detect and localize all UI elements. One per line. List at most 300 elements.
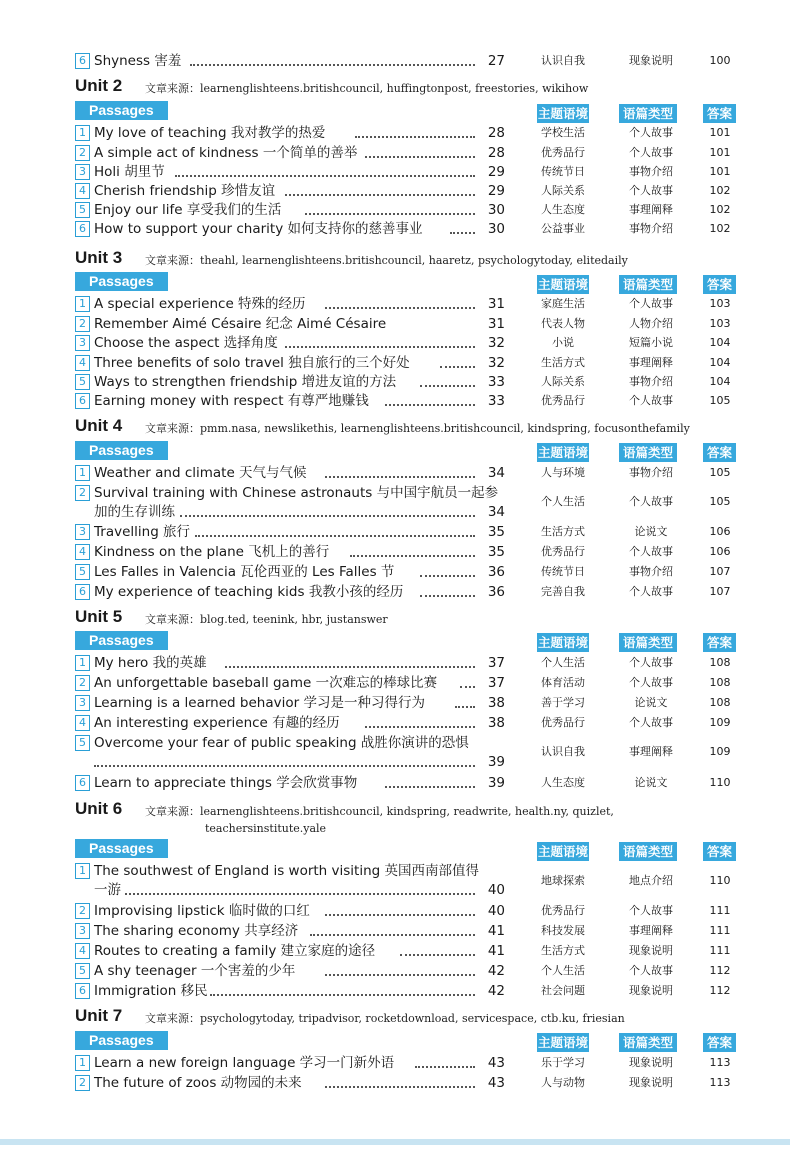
unit-source: 文章来源：pmm.nasa, newslikethis, learnenglishteens.britishcouncil, kindspring, focusonthefamily	[145, 422, 690, 435]
item-number: 3	[75, 923, 90, 939]
genre-cell: 个人故事	[629, 146, 673, 159]
genre-cell: 个人故事	[629, 394, 673, 407]
passage-title: My experience of teaching kids 我教小孩的经历	[94, 584, 404, 600]
theme-cell: 人生态度	[541, 203, 585, 216]
theme-cell: 人生态度	[541, 776, 585, 789]
table-row	[75, 713, 765, 733]
theme-cell: 社会问题	[541, 984, 585, 997]
answer-cell: 109	[709, 716, 731, 729]
table-row	[75, 333, 765, 353]
genre-cell: 短篇小说	[629, 336, 673, 349]
genre-header: 语篇类型	[619, 275, 677, 294]
unit-title: Unit 7	[75, 1006, 123, 1025]
theme-cell: 生活方式	[541, 356, 585, 369]
unit-heading	[75, 76, 765, 98]
page-number: 34	[487, 465, 505, 481]
genre-cell: 个人故事	[629, 545, 673, 558]
dot-leader	[420, 575, 475, 577]
theme-cell: 个人生活	[541, 656, 585, 669]
passage-title: Immigration 移民	[94, 983, 208, 999]
passage-title: A simple act of kindness 一个简单的善举	[94, 145, 358, 161]
passage-title: Holi 胡里节	[94, 164, 165, 180]
answer-cell: 103	[709, 317, 731, 330]
theme-cell: 家庭生活	[541, 297, 585, 310]
dot-leader	[94, 765, 475, 767]
item-number: 1	[75, 1055, 90, 1071]
dot-leader	[400, 954, 475, 956]
page-number: 29	[487, 164, 505, 180]
answer-header: 答案	[703, 443, 736, 462]
page-number: 32	[487, 355, 505, 371]
page-number: 31	[487, 316, 505, 332]
answer-cell: 107	[709, 565, 731, 578]
answer-cell: 108	[709, 656, 731, 669]
genre-cell: 事理阐释	[629, 924, 673, 937]
page-number: 36	[487, 564, 505, 580]
page-number: 39	[487, 775, 505, 791]
passage-title: Ways to strengthen friendship 增进友谊的方法	[94, 374, 397, 390]
passage-title-continued: 一游	[94, 882, 121, 898]
genre-cell: 现象说明	[629, 54, 673, 67]
answer-cell: 102	[709, 203, 731, 216]
passage-title: Survival training with Chinese astronauts 与中国宇航员一起参	[94, 485, 499, 501]
theme-cell: 优秀品行	[541, 146, 585, 159]
page-number: 28	[487, 145, 505, 161]
genre-header: 语篇类型	[619, 842, 677, 861]
dot-leader	[285, 346, 475, 348]
theme-cell: 生活方式	[541, 525, 585, 538]
dot-leader	[440, 366, 475, 368]
item-number: 2	[75, 1075, 90, 1091]
unit-source: 文章来源：psychologytoday, tripadvisor, rocketdownload, servicespace, ctb.ku, friesian	[145, 1012, 625, 1025]
table-row	[75, 921, 765, 941]
genre-cell: 事物介绍	[629, 375, 673, 388]
item-number: 6	[75, 775, 90, 791]
passage-title: Learn a new foreign language 学习一门新外语	[94, 1055, 395, 1071]
page-number: 38	[487, 715, 505, 731]
page-number: 31	[487, 296, 505, 312]
table-row	[75, 562, 765, 582]
page-number: 42	[487, 983, 505, 999]
page-number: 36	[487, 584, 505, 600]
theme-header: 主题语境	[537, 277, 588, 292]
answer-cell: 101	[709, 146, 731, 159]
page-number: 30	[487, 202, 505, 218]
item-number: 4	[75, 544, 90, 560]
item-number: 6	[75, 221, 90, 237]
passage-title: Overcome your fear of public speaking 战胜你演讲的恐惧	[94, 735, 469, 751]
genre-cell: 地点介绍	[629, 874, 673, 887]
unit-source: 文章来源：blog.ted, teenink, hbr, justanswer	[145, 613, 388, 626]
answer-cell: 108	[709, 676, 731, 689]
answer-cell: 105	[709, 394, 731, 407]
genre-cell: 事物介绍	[629, 222, 673, 235]
theme-header: 主题语境	[537, 445, 588, 460]
table-row	[75, 653, 765, 673]
answer-cell: 113	[709, 1076, 731, 1089]
item-number: 6	[75, 983, 90, 999]
theme-cell: 乐于学习	[541, 1056, 585, 1069]
passage-title: Remember Aimé Césaire 纪念 Aimé Césaire	[94, 316, 387, 332]
item-number: 2	[75, 485, 90, 501]
table-row	[75, 773, 765, 793]
page-number: 33	[487, 374, 505, 390]
genre-cell: 个人故事	[629, 126, 673, 139]
answer-cell: 101	[709, 165, 731, 178]
passages-label: Passages	[75, 1031, 168, 1050]
answer-header: 答案	[703, 1033, 736, 1052]
table-row	[75, 522, 765, 542]
table-row	[75, 981, 765, 1001]
dot-leader	[210, 994, 475, 996]
theme-cell: 完善自我	[541, 585, 585, 598]
theme-cell: 代表人物	[541, 317, 585, 330]
table-row	[75, 941, 765, 961]
item-number: 1	[75, 863, 90, 879]
unit-source: 文章来源：learnenglishteens.britishcouncil, huffingtonpost, freestories, wikihow	[145, 82, 589, 95]
unit-heading	[75, 1006, 765, 1028]
item-number: 5	[75, 374, 90, 390]
theme-cell: 优秀品行	[541, 904, 585, 917]
item-number: 3	[75, 335, 90, 351]
item-number: 6	[75, 53, 90, 69]
item-number: 1	[75, 465, 90, 481]
table-row	[75, 1053, 765, 1073]
dot-leader	[125, 893, 475, 895]
genre-cell: 现象说明	[629, 1076, 673, 1089]
dot-leader	[325, 974, 475, 976]
genre-cell: 个人故事	[629, 585, 673, 598]
unit-source: 文章来源：learnenglishteens.britishcouncil, kindspring, readwrite, health.ny, quizlet,	[145, 805, 614, 818]
table-row	[75, 693, 765, 713]
table-row	[75, 961, 765, 981]
theme-cell: 地球探索	[541, 874, 585, 887]
unit-title: Unit 5	[75, 607, 123, 626]
answer-header: 答案	[703, 275, 736, 294]
passages-label: Passages	[75, 839, 168, 858]
genre-cell: 事理阐释	[629, 203, 673, 216]
dot-leader	[225, 666, 475, 668]
theme-cell: 优秀品行	[541, 545, 585, 558]
page-number: 35	[487, 544, 505, 560]
table-row	[75, 542, 765, 562]
passage-title: How to support your charity 如何支持你的慈善事业	[94, 221, 423, 237]
genre-cell: 个人故事	[629, 716, 673, 729]
item-number: 4	[75, 355, 90, 371]
passage-title: Learning is a learned behavior 学习是一种习得行为	[94, 695, 425, 711]
item-number: 5	[75, 735, 90, 751]
dot-leader	[325, 914, 475, 916]
dot-leader	[195, 535, 475, 537]
unit-heading	[75, 248, 765, 270]
page-number: 28	[487, 125, 505, 141]
table-row	[75, 143, 765, 163]
passage-title: The future of zoos 动物园的未来	[94, 1075, 302, 1091]
table-row	[75, 123, 765, 143]
dot-leader	[455, 706, 475, 708]
theme-cell: 善于学习	[541, 696, 585, 709]
passage-title: Choose the aspect 选择角度	[94, 335, 278, 351]
answer-cell: 104	[709, 375, 731, 388]
passage-title: The sharing economy 共享经济	[94, 923, 299, 939]
page-number: 43	[487, 1075, 505, 1091]
passage-title: The southwest of England is worth visiting 英国西南部值得	[94, 863, 480, 879]
bottom-border	[0, 1139, 790, 1145]
dot-leader	[175, 175, 475, 177]
dot-leader	[365, 156, 475, 158]
table-row	[75, 51, 765, 71]
passage-title: My hero 我的英雄	[94, 655, 207, 671]
item-number: 1	[75, 296, 90, 312]
passage-title: My love of teaching 我对教学的热爱	[94, 125, 326, 141]
passage-title: Learn to appreciate things 学会欣赏事物	[94, 775, 358, 791]
genre-cell: 论说文	[634, 696, 668, 709]
theme-header: 主题语境	[537, 635, 588, 650]
table-row	[75, 294, 765, 314]
answer-cell: 100	[709, 54, 731, 67]
theme-cell: 个人生活	[541, 964, 585, 977]
unit-source-continued: teachersinstitute.yale	[205, 822, 327, 835]
genre-cell: 个人故事	[629, 676, 673, 689]
table-row	[75, 162, 765, 182]
answer-cell: 101	[709, 126, 731, 139]
theme-cell: 人际关系	[541, 375, 585, 388]
item-number: 3	[75, 524, 90, 540]
page-number: 42	[487, 963, 505, 979]
page-number: 43	[487, 1055, 505, 1071]
passage-title: Les Falles in Valencia 瓦伦西亚的 Les Falles 节	[94, 564, 395, 580]
answer-cell: 110	[709, 776, 731, 789]
genre-cell: 人物介绍	[629, 317, 673, 330]
item-number: 2	[75, 675, 90, 691]
answer-cell: 111	[709, 924, 731, 937]
passage-title: Cherish friendship 珍惜友谊	[94, 183, 276, 199]
table-row	[75, 372, 765, 392]
dot-leader	[365, 726, 475, 728]
unit-source: 文章来源：theahl, learnenglishteens.britishcouncil, haaretz, psychologytoday, elitedaily	[145, 254, 628, 267]
passage-title: Routes to creating a family 建立家庭的途径	[94, 943, 376, 959]
item-number: 5	[75, 963, 90, 979]
answer-cell: 104	[709, 336, 731, 349]
genre-header: 语篇类型	[619, 1033, 677, 1052]
answer-cell: 111	[709, 944, 731, 957]
table-row	[75, 200, 765, 220]
answer-header: 答案	[703, 842, 736, 861]
theme-cell: 认识自我	[541, 54, 585, 67]
dot-leader	[385, 404, 475, 406]
genre-cell: 事物介绍	[629, 466, 673, 479]
answer-cell: 102	[709, 222, 731, 235]
item-number: 3	[75, 695, 90, 711]
table-row	[75, 483, 765, 523]
answer-cell: 107	[709, 585, 731, 598]
unit-title: Unit 3	[75, 248, 123, 267]
dot-leader	[305, 213, 475, 215]
dot-leader	[355, 136, 475, 138]
page-number: 30	[487, 221, 505, 237]
genre-cell: 事理阐释	[629, 745, 673, 758]
item-number: 4	[75, 715, 90, 731]
theme-cell: 个人生活	[541, 495, 585, 508]
theme-cell: 人与环境	[541, 466, 585, 479]
theme-cell: 优秀品行	[541, 716, 585, 729]
table-row	[75, 314, 765, 334]
unit-heading	[75, 799, 765, 821]
page-number: 37	[487, 655, 505, 671]
table-row	[75, 901, 765, 921]
dot-leader	[310, 934, 475, 936]
unit-heading	[75, 416, 765, 438]
dot-leader	[450, 232, 475, 234]
page-number: 41	[487, 923, 505, 939]
genre-header: 语篇类型	[619, 633, 677, 652]
item-number: 1	[75, 125, 90, 141]
dot-leader	[190, 64, 475, 66]
passage-title: An unforgettable baseball game 一次难忘的棒球比赛	[94, 675, 438, 691]
theme-cell: 体育活动	[541, 676, 585, 689]
genre-cell: 事理阐释	[629, 356, 673, 369]
passage-title: Three benefits of solo travel 独自旅行的三个好处	[94, 355, 410, 371]
page-number: 38	[487, 695, 505, 711]
unit-title: Unit 2	[75, 76, 123, 95]
theme-cell: 小说	[552, 336, 574, 349]
dot-leader	[420, 385, 475, 387]
dot-leader	[385, 786, 475, 788]
genre-cell: 个人故事	[629, 964, 673, 977]
table-row	[75, 353, 765, 373]
passage-title: A shy teenager 一个害羞的少年	[94, 963, 296, 979]
answer-cell: 105	[709, 495, 731, 508]
item-number: 5	[75, 564, 90, 580]
theme-cell: 优秀品行	[541, 394, 585, 407]
dot-leader	[325, 476, 475, 478]
answer-cell: 108	[709, 696, 731, 709]
theme-header: 主题语境	[537, 844, 588, 859]
genre-header: 语篇类型	[619, 443, 677, 462]
table-row	[75, 463, 765, 483]
unit-title: Unit 4	[75, 416, 123, 435]
passage-title: Earning money with respect 有尊严地赚钱	[94, 393, 369, 409]
item-number: 5	[75, 202, 90, 218]
genre-cell: 现象说明	[629, 984, 673, 997]
page-number: 37	[487, 675, 505, 691]
page-number: 34	[487, 504, 505, 520]
genre-cell: 个人故事	[629, 904, 673, 917]
item-number: 2	[75, 145, 90, 161]
answer-cell: 112	[709, 964, 731, 977]
page-number: 40	[487, 903, 505, 919]
passages-label: Passages	[75, 441, 168, 460]
dot-leader	[420, 595, 475, 597]
passage-title: An interesting experience 有趣的经历	[94, 715, 340, 731]
item-number: 3	[75, 164, 90, 180]
table-row	[75, 391, 765, 411]
genre-header: 语篇类型	[619, 104, 677, 123]
table-row	[75, 1073, 765, 1093]
table-row	[75, 733, 765, 773]
page-number: 33	[487, 393, 505, 409]
dot-leader	[350, 555, 475, 557]
passages-label: Passages	[75, 272, 168, 291]
theme-cell: 科技发展	[541, 924, 585, 937]
unit-heading	[75, 607, 765, 629]
page-number: 35	[487, 524, 505, 540]
theme-cell: 公益事业	[541, 222, 585, 235]
table-row	[75, 673, 765, 693]
passage-title: Kindness on the plane 飞机上的善行	[94, 544, 330, 560]
dot-leader	[285, 194, 475, 196]
answer-header: 答案	[703, 633, 736, 652]
answer-cell: 106	[709, 525, 731, 538]
theme-cell: 人与动物	[541, 1076, 585, 1089]
item-number: 2	[75, 903, 90, 919]
item-number: 6	[75, 584, 90, 600]
table-row	[75, 861, 765, 901]
theme-cell: 生活方式	[541, 944, 585, 957]
item-number: 2	[75, 316, 90, 332]
theme-header: 主题语境	[537, 106, 588, 121]
page-number: 41	[487, 943, 505, 959]
unit-title: Unit 6	[75, 799, 123, 818]
theme-cell: 学校生活	[541, 126, 585, 139]
passages-label: Passages	[75, 631, 168, 650]
answer-cell: 109	[709, 745, 731, 758]
theme-cell: 传统节日	[541, 165, 585, 178]
item-number: 1	[75, 655, 90, 671]
genre-cell: 个人故事	[629, 656, 673, 669]
answer-cell: 106	[709, 545, 731, 558]
passage-title: Enjoy our life 享受我们的生活	[94, 202, 282, 218]
item-number: 4	[75, 943, 90, 959]
genre-cell: 个人故事	[629, 297, 673, 310]
table-row	[75, 181, 765, 201]
theme-cell: 人际关系	[541, 184, 585, 197]
item-number: 4	[75, 183, 90, 199]
answer-header: 答案	[703, 104, 736, 123]
answer-cell: 111	[709, 904, 731, 917]
item-number: 6	[75, 393, 90, 409]
answer-cell: 110	[709, 874, 731, 887]
dot-leader	[415, 1066, 475, 1068]
answer-cell: 104	[709, 356, 731, 369]
genre-cell: 现象说明	[629, 944, 673, 957]
passage-title: Travelling 旅行	[94, 524, 191, 540]
passages-label: Passages	[75, 101, 168, 120]
theme-header: 主题语境	[537, 1035, 588, 1050]
answer-cell: 103	[709, 297, 731, 310]
dot-leader	[325, 307, 475, 309]
genre-cell: 事物介绍	[629, 565, 673, 578]
passage-title-continued: 加的生存训练	[94, 504, 175, 520]
page-number: 39	[487, 754, 505, 770]
answer-cell: 105	[709, 466, 731, 479]
table-row	[75, 219, 765, 239]
dot-leader	[180, 515, 475, 517]
theme-cell: 传统节日	[541, 565, 585, 578]
passage-title: A special experience 特殊的经历	[94, 296, 306, 312]
dot-leader	[325, 1086, 475, 1088]
genre-cell: 个人故事	[629, 184, 673, 197]
genre-cell: 个人故事	[629, 495, 673, 508]
dot-leader	[460, 686, 475, 688]
genre-cell: 论说文	[634, 525, 668, 538]
answer-cell: 113	[709, 1056, 731, 1069]
page-number: 40	[487, 882, 505, 898]
answer-cell: 102	[709, 184, 731, 197]
genre-cell: 事物介绍	[629, 165, 673, 178]
passage-title: Weather and climate 天气与气候	[94, 465, 307, 481]
passage-title: Improvising lipstick 临时做的口红	[94, 903, 310, 919]
